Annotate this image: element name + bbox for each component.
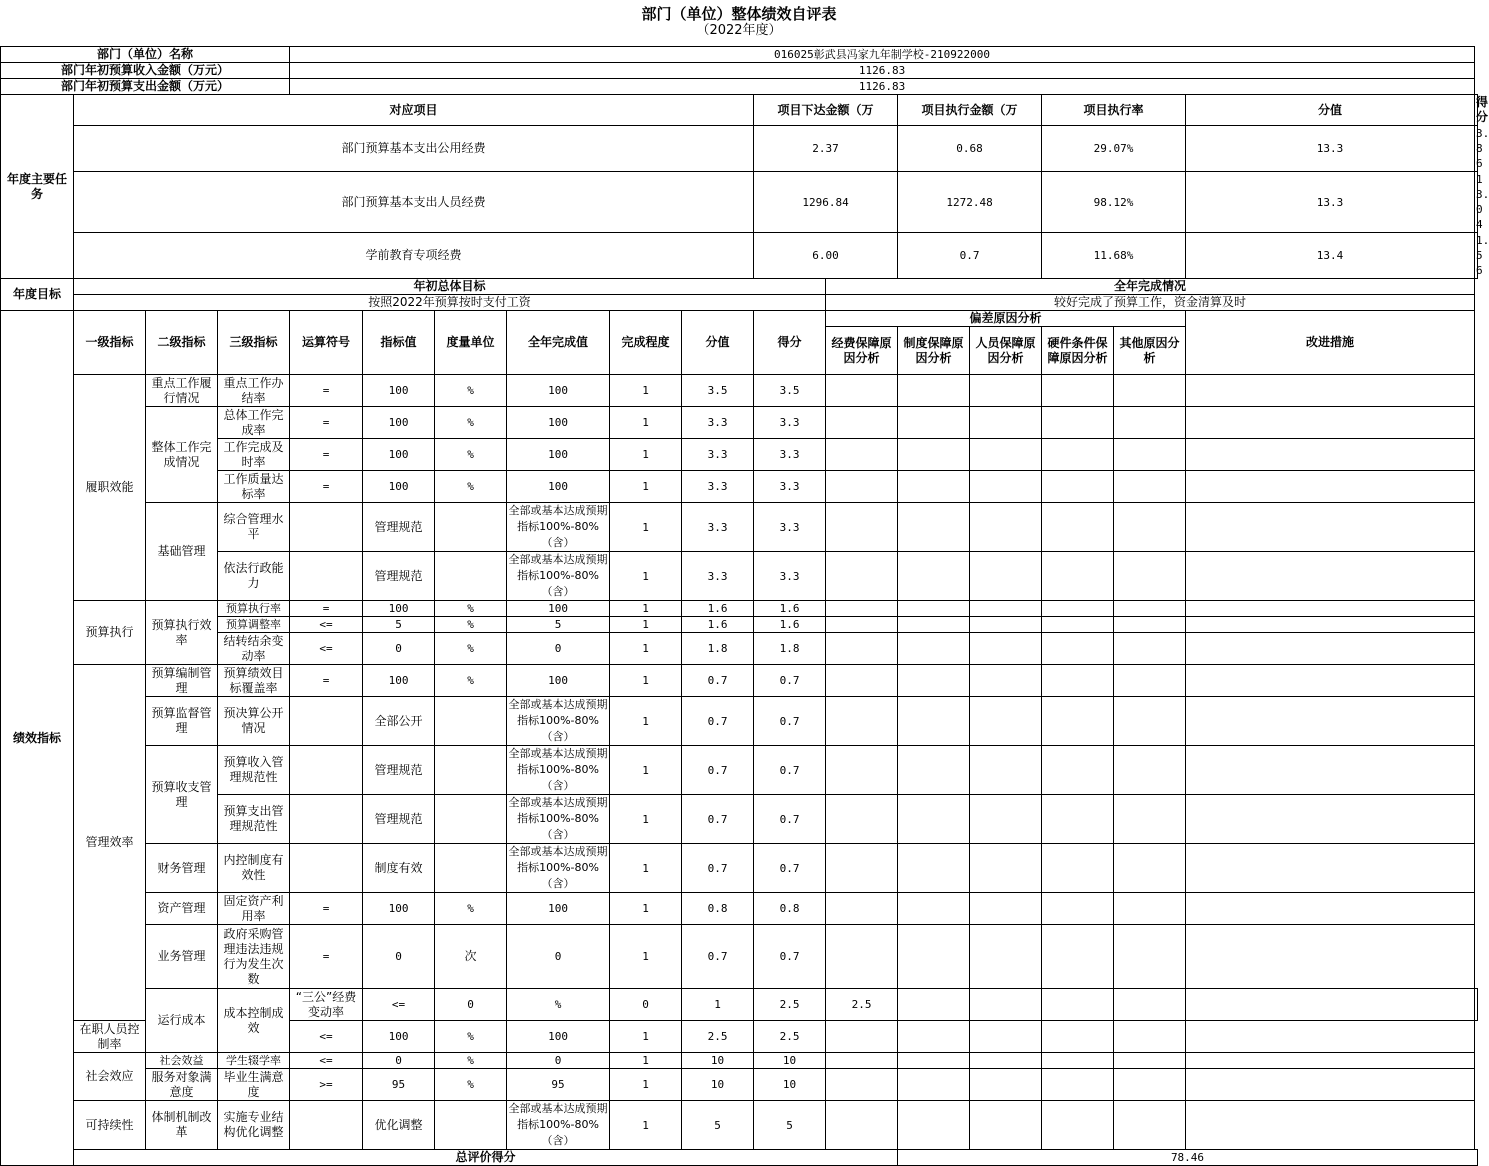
- actual-value: 全部或基本达成预期指标100%-80%（含）: [507, 746, 610, 795]
- operator: =: [290, 893, 363, 925]
- target-value: 0: [363, 633, 435, 665]
- indicator-row: [1, 893, 1478, 925]
- l3-indicator: 政府采购管理违法违规行为发生次数: [218, 925, 290, 989]
- l3-indicator: 工作完成及时率: [218, 439, 290, 471]
- task-points: 13.3: [1186, 126, 1475, 172]
- l3-indicator: 毕业生满意度: [218, 1069, 290, 1101]
- indicator-row: [1, 633, 1478, 665]
- completion-degree: 1: [682, 989, 754, 1021]
- indicator-row: [1, 844, 1478, 893]
- indicator-row: [1, 375, 1478, 407]
- tasks-header-project: 对应项目: [74, 95, 754, 126]
- goals-initial-header: 年初总体目标: [74, 279, 826, 295]
- improve-header: 改进措施: [1186, 311, 1475, 375]
- l1-indicator: 运行成本: [146, 989, 218, 1053]
- completion-degree: 1: [610, 617, 682, 633]
- indicator-row: [1, 1101, 1478, 1150]
- indicator-row: [1, 989, 1478, 1021]
- completion-degree: 1: [610, 503, 682, 552]
- l3-indicator: 固定资产利用率: [218, 893, 290, 925]
- dept-name-label: 部门（单位）名称: [1, 47, 290, 63]
- l2-indicator: 预算执行效率: [146, 601, 218, 665]
- points: 10: [682, 1053, 754, 1069]
- actual-value: 5: [507, 617, 610, 633]
- points: 3.3: [682, 471, 754, 503]
- points: 2.5: [682, 1021, 754, 1053]
- operator: [290, 844, 363, 893]
- indicator-row: [1, 665, 1478, 697]
- points: 1.8: [682, 633, 754, 665]
- task-row: [1, 126, 1478, 172]
- task-allocated: 6.00: [754, 233, 898, 279]
- l3-indicator: 在职人员控制率: [74, 1021, 146, 1053]
- deviation-personnel: 人员保障原因分析: [970, 327, 1042, 375]
- completion-degree: 1: [610, 407, 682, 439]
- task-points: 13.3: [1186, 172, 1475, 233]
- operator: <=: [290, 1053, 363, 1069]
- operator: [290, 746, 363, 795]
- l2-indicator: 预算收支管理: [146, 746, 218, 844]
- evaluation-table: [0, 46, 1489, 1166]
- task-rate: 11.68%: [1042, 233, 1186, 279]
- l3-indicator: 预算执行率: [218, 601, 290, 617]
- tasks-header-score: 得分: [1476, 95, 1489, 124]
- actual-value: 100: [507, 893, 610, 925]
- score: 1.8: [754, 633, 826, 665]
- completion-degree: 1: [610, 552, 682, 601]
- actual-value: 全部或基本达成预期指标100%-80%（含）: [507, 795, 610, 844]
- target-value: 5: [363, 617, 435, 633]
- points: 0.7: [682, 697, 754, 746]
- l3-indicator: “三公”经费变动率: [290, 989, 363, 1021]
- l3-indicator: 内控制度有效性: [218, 844, 290, 893]
- operator: =: [290, 601, 363, 617]
- points: 3.3: [682, 439, 754, 471]
- l2-indicator: 服务对象满意度: [146, 1069, 218, 1101]
- l1-indicator: 社会效应: [74, 1053, 146, 1101]
- l2-indicator: 预算编制管理: [146, 665, 218, 697]
- score: 0.7: [754, 844, 826, 893]
- target-value: 管理规范: [363, 552, 435, 601]
- operator: =: [290, 375, 363, 407]
- target-value: 管理规范: [363, 795, 435, 844]
- operator: [290, 795, 363, 844]
- score: 3.3: [754, 439, 826, 471]
- task-score: 1.56: [1476, 234, 1489, 277]
- completion-degree: 1: [610, 795, 682, 844]
- l3-indicator: 预算绩效目标覆盖率: [218, 665, 290, 697]
- points: 3.5: [682, 375, 754, 407]
- target-value: 100: [363, 407, 435, 439]
- indicator-row: [1, 1053, 1478, 1069]
- l1-indicator: 可持续性: [74, 1101, 146, 1150]
- points: 3.3: [682, 503, 754, 552]
- indicator-row: [1, 746, 1478, 795]
- score: 3.3: [754, 503, 826, 552]
- task-executed: 0.7: [898, 233, 1042, 279]
- unit: %: [435, 633, 507, 665]
- actual-value: 0: [610, 989, 682, 1021]
- actual-value: 95: [507, 1069, 610, 1101]
- task-allocated: 2.37: [754, 126, 898, 172]
- target-value: 100: [363, 1021, 435, 1053]
- operator: =: [290, 925, 363, 989]
- actual-value: 100: [507, 471, 610, 503]
- operator: <=: [290, 633, 363, 665]
- target-value: 100: [363, 601, 435, 617]
- perf-header-degree: 完成程度: [610, 311, 682, 375]
- actual-value: 100: [507, 439, 610, 471]
- unit: %: [435, 601, 507, 617]
- l2-indicator: 预算监督管理: [146, 697, 218, 746]
- deviation-other: 其他原因分析: [1114, 327, 1186, 375]
- actual-value: 全部或基本达成预期指标100%-80%（含）: [507, 1101, 610, 1150]
- operator: [290, 552, 363, 601]
- dept-name-value: 016025彰武县冯家九年制学校-210922000: [290, 47, 1475, 63]
- completion-degree: 1: [610, 1101, 682, 1150]
- actual-value: 100: [507, 601, 610, 617]
- score: 3.3: [754, 552, 826, 601]
- target-value: 管理规范: [363, 503, 435, 552]
- unit: [435, 552, 507, 601]
- target-value: 100: [363, 439, 435, 471]
- task-score: 3.86: [1476, 127, 1489, 170]
- operator: [290, 697, 363, 746]
- goals-section-label: 年度目标: [1, 279, 74, 311]
- task-points: 13.4: [1186, 233, 1475, 279]
- unit: %: [435, 665, 507, 697]
- perf-header-operator: 运算符号: [290, 311, 363, 375]
- indicator-row: [1, 407, 1478, 439]
- l1-indicator: 履职效能: [74, 375, 146, 601]
- tasks-header-rate: 项目执行率: [1042, 95, 1186, 126]
- score: 0.7: [754, 697, 826, 746]
- indicator-row: [1, 552, 1478, 601]
- tasks-header-allocated: 项目下达金额（万: [754, 95, 898, 126]
- l2-indicator: 重点工作履行情况: [146, 375, 218, 407]
- performance-section-label: 绩效指标: [1, 311, 74, 1166]
- unit: %: [507, 989, 610, 1021]
- unit: 次: [435, 925, 507, 989]
- target-value: 0: [363, 925, 435, 989]
- points: 10: [682, 1069, 754, 1101]
- l3-indicator: 实施专业结构优化调整: [218, 1101, 290, 1150]
- unit: %: [435, 471, 507, 503]
- points: 0.7: [682, 925, 754, 989]
- l3-indicator: 预决算公开情况: [218, 697, 290, 746]
- operator: =: [290, 439, 363, 471]
- deviation-funding: 经费保障原因分析: [826, 327, 898, 375]
- score: 10: [754, 1069, 826, 1101]
- target-value: 管理规范: [363, 746, 435, 795]
- target-value: 优化调整: [363, 1101, 435, 1150]
- l3-indicator: 工作质量达标率: [218, 471, 290, 503]
- task-row: [1, 172, 1478, 233]
- l2-indicator: 基础管理: [146, 503, 218, 601]
- score: 2.5: [754, 1021, 826, 1053]
- total-score-label: 总评价得分: [74, 1150, 898, 1166]
- completion-degree: 1: [610, 844, 682, 893]
- indicator-row: [1, 601, 1478, 617]
- operator: [290, 1101, 363, 1150]
- l3-indicator: 总体工作完成率: [218, 407, 290, 439]
- operator: <=: [290, 1021, 363, 1053]
- l2-indicator: 财务管理: [146, 844, 218, 893]
- completion-degree: 1: [610, 1053, 682, 1069]
- completion-degree: 1: [610, 697, 682, 746]
- completion-degree: 1: [610, 1069, 682, 1101]
- task-executed: 0.68: [898, 126, 1042, 172]
- l3-indicator: 结转结余变动率: [218, 633, 290, 665]
- unit: [435, 746, 507, 795]
- perf-header-unit: 度量单位: [435, 311, 507, 375]
- points: 2.5: [754, 989, 826, 1021]
- l2-indicator: 体制机制改革: [146, 1101, 218, 1150]
- indicator-row: [1, 1069, 1478, 1101]
- points: 3.3: [682, 552, 754, 601]
- budget-income-label: 部门年初预算收入金额（万元）: [1, 63, 290, 79]
- operator: >=: [290, 1069, 363, 1101]
- l1-indicator: 预算执行: [74, 601, 146, 665]
- actual-value: 100: [507, 665, 610, 697]
- budget-expense-value: 1126.83: [290, 79, 1475, 95]
- actual-value: 100: [507, 407, 610, 439]
- unit: %: [435, 375, 507, 407]
- target-value: 0: [435, 989, 507, 1021]
- perf-header-actual: 全年完成值: [507, 311, 610, 375]
- l2-indicator: 社会效益: [146, 1053, 218, 1069]
- unit: %: [435, 439, 507, 471]
- completion-degree: 1: [610, 1021, 682, 1053]
- points: 5: [682, 1101, 754, 1150]
- score: 0.7: [754, 795, 826, 844]
- perf-header-points: 分值: [682, 311, 754, 375]
- perf-header-target: 指标值: [363, 311, 435, 375]
- task-executed: 1272.48: [898, 172, 1042, 233]
- score: 0.7: [754, 925, 826, 989]
- actual-value: 全部或基本达成预期指标100%-80%（含）: [507, 552, 610, 601]
- task-allocated: 1296.84: [754, 172, 898, 233]
- unit: %: [435, 1069, 507, 1101]
- score: 2.5: [826, 989, 898, 1021]
- actual-value: 全部或基本达成预期指标100%-80%（含）: [507, 844, 610, 893]
- score: 3.5: [754, 375, 826, 407]
- deviation-hardware: 硬件条件保障原因分析: [1042, 327, 1114, 375]
- score: 1.6: [754, 617, 826, 633]
- target-value: 100: [363, 471, 435, 503]
- unit: [435, 697, 507, 746]
- task-project: 部门预算基本支出人员经费: [74, 172, 754, 233]
- task-rate: 98.12%: [1042, 172, 1186, 233]
- points: 1.6: [682, 617, 754, 633]
- task-rate: 29.07%: [1042, 126, 1186, 172]
- operator: =: [290, 471, 363, 503]
- target-value: 0: [363, 1053, 435, 1069]
- l3-indicator: 重点工作办结率: [218, 375, 290, 407]
- unit: %: [435, 893, 507, 925]
- score: 10: [754, 1053, 826, 1069]
- page-subtitle: （2022年度）: [696, 23, 782, 38]
- indicator-row: [1, 617, 1478, 633]
- operator: =: [290, 407, 363, 439]
- score: 0.7: [754, 665, 826, 697]
- score: 0.8: [754, 893, 826, 925]
- unit: [435, 844, 507, 893]
- operator: =: [290, 665, 363, 697]
- completion-degree: 1: [610, 893, 682, 925]
- deviation-header: 偏差原因分析: [826, 311, 1186, 327]
- target-value: 制度有效: [363, 844, 435, 893]
- actual-value: 0: [507, 633, 610, 665]
- tasks-section-label: 年度主要任务: [1, 95, 74, 279]
- l2-indicator: 成本控制成效: [218, 989, 290, 1053]
- completion-degree: 1: [610, 439, 682, 471]
- l3-indicator: 综合管理水平: [218, 503, 290, 552]
- actual-value: 100: [507, 1021, 610, 1053]
- task-project: 部门预算基本支出公用经费: [74, 126, 754, 172]
- score: 3.3: [754, 407, 826, 439]
- points: 3.3: [682, 407, 754, 439]
- points: 0.8: [682, 893, 754, 925]
- l3-indicator: 依法行政能力: [218, 552, 290, 601]
- points: 0.7: [682, 746, 754, 795]
- task-project: 学前教育专项经费: [74, 233, 754, 279]
- l2-indicator: 资产管理: [146, 893, 218, 925]
- points: 0.7: [682, 665, 754, 697]
- l2-indicator: 业务管理: [146, 925, 218, 989]
- l2-indicator: 整体工作完成情况: [146, 407, 218, 503]
- page-title: 部门（单位）整体绩效自评表: [641, 5, 837, 23]
- operator: [290, 503, 363, 552]
- l3-indicator: 预算收入管理规范性: [218, 746, 290, 795]
- actual-value: 全部或基本达成预期指标100%-80%（含）: [507, 503, 610, 552]
- indicator-row: [1, 439, 1478, 471]
- score: 0.7: [754, 746, 826, 795]
- form-title-block: [0, 0, 1478, 46]
- l3-indicator: 预算支出管理规范性: [218, 795, 290, 844]
- unit: [435, 795, 507, 844]
- goals-initial-value: 按照2022年预算按时支付工资: [74, 295, 826, 311]
- unit: %: [435, 407, 507, 439]
- points: 0.7: [682, 795, 754, 844]
- unit: %: [435, 1053, 507, 1069]
- l1-indicator: 管理效率: [74, 665, 146, 1021]
- actual-value: 0: [507, 925, 610, 989]
- completion-degree: 1: [610, 925, 682, 989]
- completion-degree: 1: [610, 601, 682, 617]
- task-score: 13.04: [1476, 173, 1489, 231]
- completion-degree: 1: [610, 633, 682, 665]
- budget-income-value: 1126.83: [290, 63, 1475, 79]
- tasks-header-points: 分值: [1186, 95, 1475, 126]
- points: 1.6: [682, 601, 754, 617]
- l3-indicator: 预算调整率: [218, 617, 290, 633]
- indicator-row: [1, 795, 1478, 844]
- tasks-header-executed: 项目执行金额（万: [898, 95, 1042, 126]
- indicator-row: [1, 925, 1478, 989]
- deviation-system: 制度保障原因分析: [898, 327, 970, 375]
- completion-degree: 1: [610, 375, 682, 407]
- target-value: 100: [363, 665, 435, 697]
- unit: %: [435, 617, 507, 633]
- perf-header-l1: 一级指标: [74, 311, 146, 375]
- budget-expense-label: 部门年初预算支出金额（万元）: [1, 79, 290, 95]
- indicator-row: [1, 471, 1478, 503]
- actual-value: 0: [507, 1053, 610, 1069]
- perf-header-score: 得分: [754, 311, 826, 375]
- actual-value: 全部或基本达成预期指标100%-80%（含）: [507, 697, 610, 746]
- perf-header-l2: 二级指标: [146, 311, 218, 375]
- unit: %: [435, 1021, 507, 1053]
- unit: [435, 503, 507, 552]
- target-value: 100: [363, 893, 435, 925]
- total-score-value: 78.46: [898, 1150, 1478, 1166]
- target-value: 100: [363, 375, 435, 407]
- perf-header-l3: 三级指标: [218, 311, 290, 375]
- indicator-row: [1, 503, 1478, 552]
- goals-completion-value: 较好完成了预算工作，资金清算及时: [826, 295, 1475, 311]
- score: 5: [754, 1101, 826, 1150]
- operator: <=: [290, 617, 363, 633]
- completion-degree: 1: [610, 746, 682, 795]
- operator: <=: [363, 989, 435, 1021]
- completion-degree: 1: [610, 665, 682, 697]
- goals-completion-header: 全年完成情况: [826, 279, 1475, 295]
- unit: [435, 1101, 507, 1150]
- target-value: 95: [363, 1069, 435, 1101]
- target-value: 全部公开: [363, 697, 435, 746]
- task-row: [1, 233, 1478, 279]
- score: 1.6: [754, 601, 826, 617]
- actual-value: 100: [507, 375, 610, 407]
- indicator-row: [1, 697, 1478, 746]
- points: 0.7: [682, 844, 754, 893]
- score: 3.3: [754, 471, 826, 503]
- completion-degree: 1: [610, 471, 682, 503]
- l3-indicator: 学生辍学率: [218, 1053, 290, 1069]
